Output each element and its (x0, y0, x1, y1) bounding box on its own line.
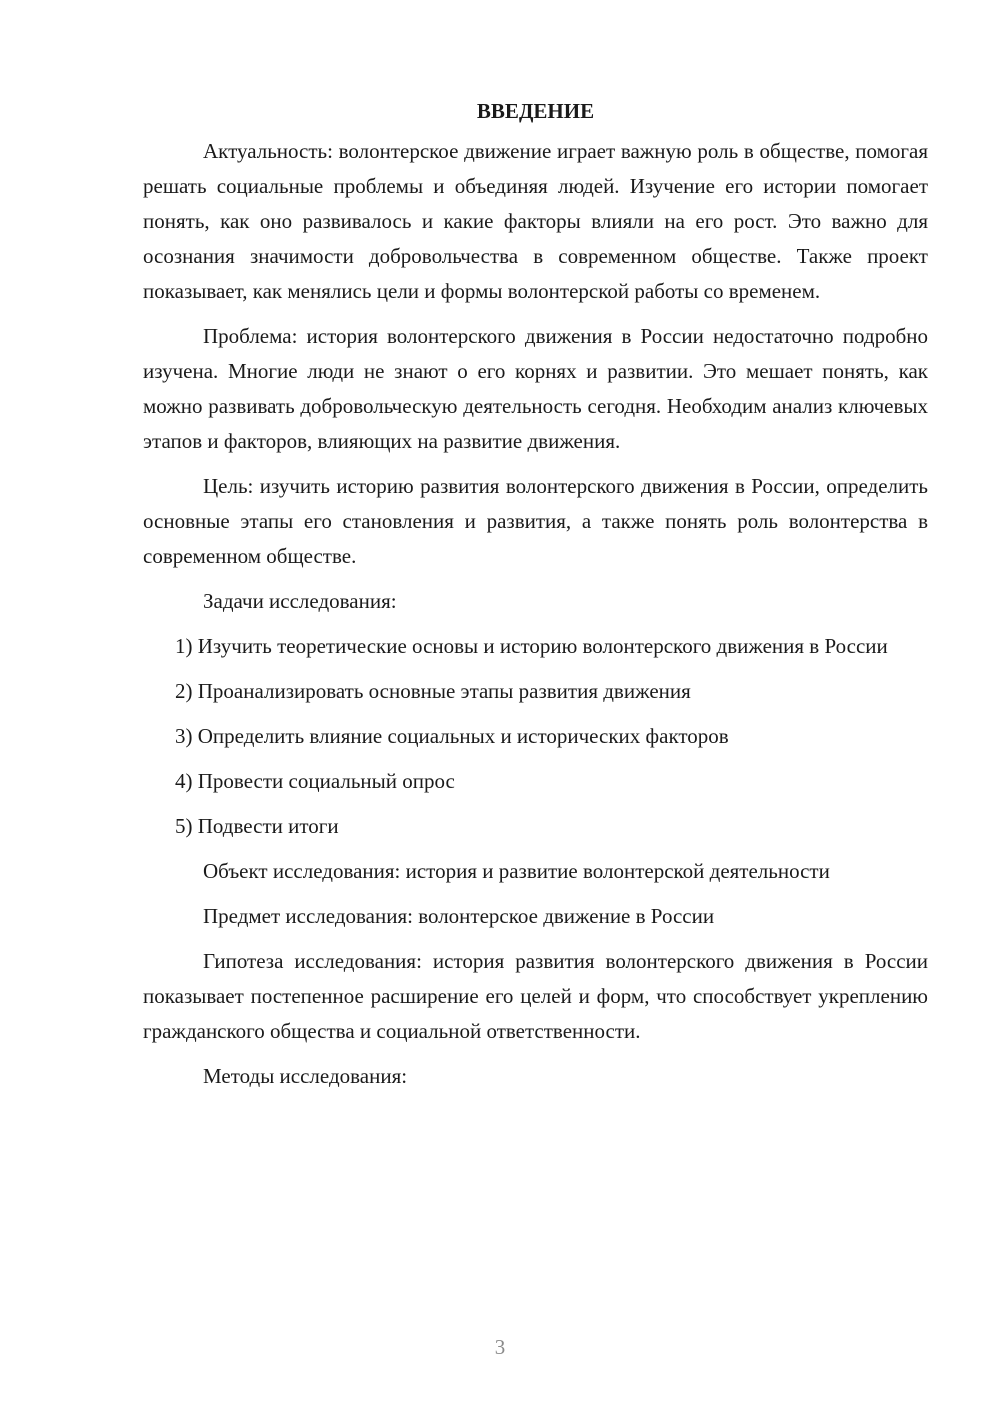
page-number: 3 (494, 1335, 506, 1359)
task-item: 1) Изучить теоретические основы и историю волонтерского движения в России (175, 634, 888, 658)
object-paragraph: Объект исследования: история и развитие волонтерской деятельности (203, 859, 830, 883)
task-item: 5) Подвести итоги (175, 814, 339, 838)
goal-paragraph: Цель: изучить историю развития волонтерского движения в России, определить основные этапы его становления и развития, а также понять роль волонтерства в современном обществе. (143, 474, 928, 568)
problem-paragraph: Проблема: история волонтерского движения в России недостаточно подробно изучена. Многие люди не знают о его корнях и развитии. Это мешает понять, как можно развивать добровольческую деятельность сегодня. Необходим анализ ключевых этапов и факторов, влияющих на развитие движения. (143, 324, 928, 453)
methods-heading: Методы исследования: (203, 1064, 408, 1088)
tasks-heading: Задачи исследования: (203, 589, 397, 613)
task-item: 4) Провести социальный опрос (175, 769, 455, 793)
task-item: 3) Определить влияние социальных и исторических факторов (175, 724, 729, 748)
hypothesis-paragraph: Гипотеза исследования: история развития волонтерского движения в России показывает постепенное расширение его целей и форм, что способствует укреплению гражданского общества и социальной ответственности. (143, 949, 928, 1043)
relevance-paragraph: Актуальность: волонтерское движение играет важную роль в обществе, помогая решать социальные проблемы и объединяя людей. Изучение его истории помогает понять, как оно развивалось и какие факторы влияли на его рост. Это важно для осознания значимости добровольчества в современном обществе. Также проект показывает, как менялись цели и формы волонтерской работы со временем. (143, 139, 928, 303)
subject-paragraph: Предмет исследования: волонтерское движение в России (203, 904, 715, 928)
task-item: 2) Проанализировать основные этапы развития движения (175, 679, 691, 703)
section-title: ВВЕДЕНИЕ (476, 99, 595, 123)
document-page (143, 96, 928, 1104)
